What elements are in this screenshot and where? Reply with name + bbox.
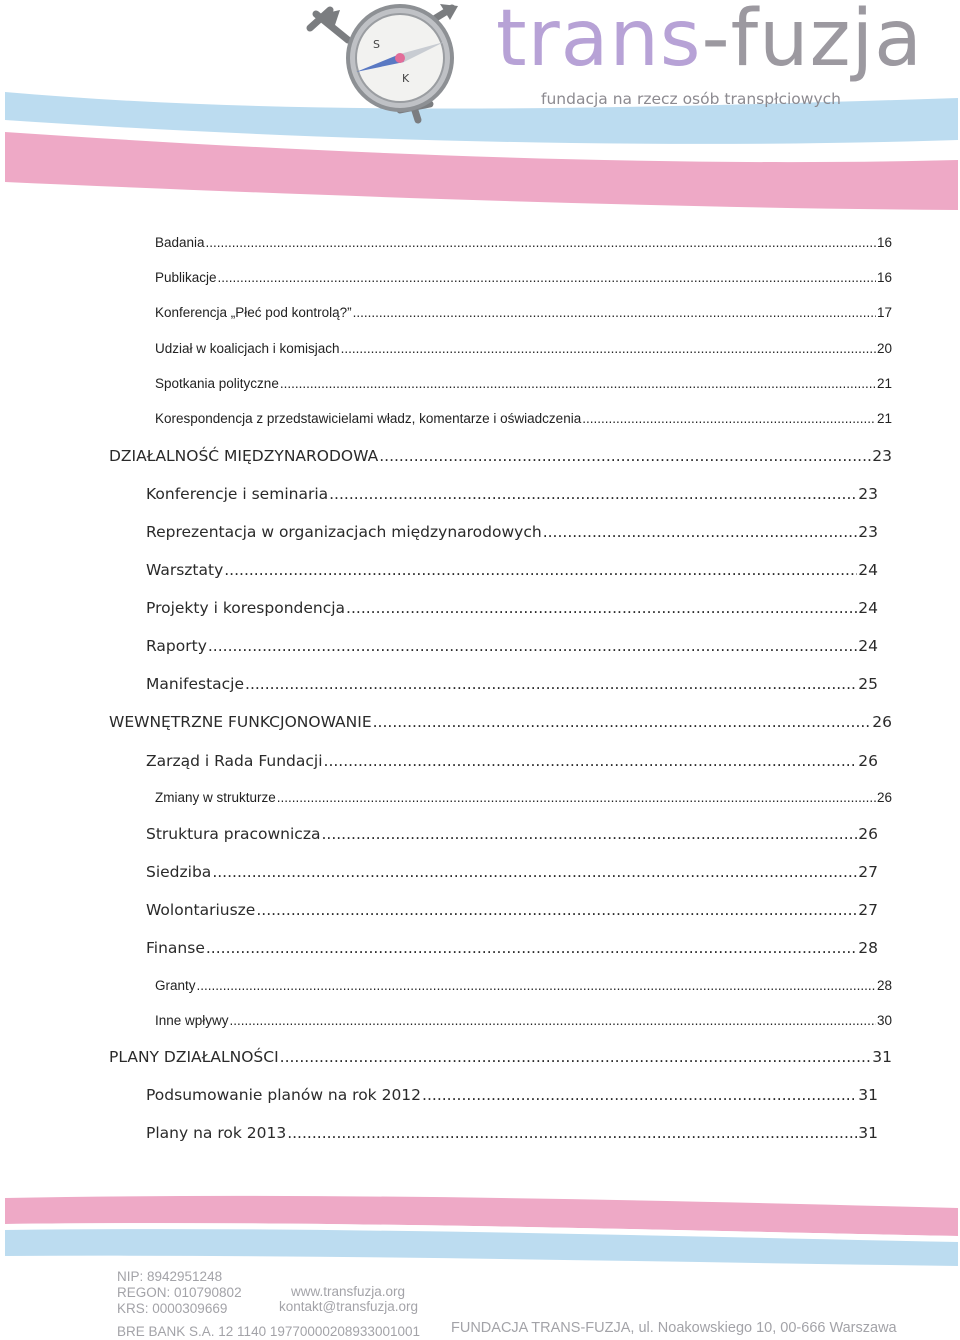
toc-entry[interactable] — [146, 901, 878, 919]
toc-entry-label: Projekty i korespondencja — [146, 599, 346, 617]
svg-text:S: S — [373, 38, 380, 51]
footer-email-link[interactable]: kontakt@transfuzja.org — [279, 1299, 419, 1314]
toc-entry-label: Zarząd i Rada Fundacji — [146, 752, 323, 770]
toc-entry-label: PLANY DZIAŁALNOŚCI — [109, 1048, 279, 1066]
toc-entry-page-number: 28 — [858, 939, 878, 957]
toc-entry[interactable] — [146, 939, 878, 957]
toc-entry-label: Konferencje i seminaria — [146, 485, 329, 503]
toc-leader-dots — [208, 637, 857, 655]
toc-leader-dots — [206, 235, 876, 250]
toc-leader-dots — [280, 376, 876, 391]
toc-entry-label: Zmiany w strukturze — [155, 790, 276, 805]
toc-leader-dots — [379, 447, 871, 465]
toc-entry-label: Siedziba — [146, 863, 212, 881]
toc-entry-page-number: 25 — [858, 675, 878, 693]
toc-entry[interactable] — [155, 305, 892, 320]
footer-krs: KRS: 0000309669 — [117, 1301, 228, 1316]
toc-entry[interactable] — [155, 235, 892, 250]
toc-leader-dots — [582, 411, 876, 426]
logo-wordmark — [496, 0, 923, 84]
toc-entry-label: Konferencja „Płeć pod kontrolą?” — [155, 305, 352, 320]
compass-logo-icon — [300, 0, 500, 130]
toc-entry[interactable] — [146, 863, 878, 881]
toc-leader-dots — [245, 675, 857, 693]
toc-entry-label: Publikacje — [155, 270, 217, 285]
page-footer — [0, 1190, 960, 1340]
toc-entry-page-number: 17 — [876, 305, 892, 320]
toc-entry[interactable] — [146, 675, 878, 693]
toc-entry-page-number: 28 — [876, 978, 892, 993]
toc-entry-label: Finanse — [146, 939, 205, 957]
toc-leader-dots — [197, 978, 876, 993]
footer-nip: NIP: 8942951248 — [117, 1269, 223, 1284]
footer-address: FUNDACJA TRANS-FUZJA, ul. Noakowskiego 10, 00-666 Warszawa — [451, 1320, 897, 1336]
toc-entry-page-number: 24 — [858, 561, 878, 579]
toc-entry[interactable] — [146, 561, 878, 579]
toc-entry[interactable] — [155, 790, 892, 805]
toc-entry[interactable] — [155, 1013, 892, 1028]
toc-entry[interactable] — [146, 1124, 878, 1142]
toc-entry-page-number: 30 — [876, 1013, 892, 1028]
toc-leader-dots — [277, 790, 876, 805]
footer-stripes — [0, 1190, 960, 1270]
toc-leader-dots — [346, 599, 857, 617]
toc-entry-label: Podsumowanie planów na rok 2012 — [146, 1086, 422, 1104]
toc-entry-label: Inne wpływy — [155, 1013, 229, 1028]
toc-entry-page-number: 27 — [858, 901, 878, 919]
toc-entry-label: Wolontariusze — [146, 901, 256, 919]
toc-entry[interactable] — [155, 376, 892, 391]
toc-entry[interactable] — [146, 485, 878, 503]
logo-wordmark-part2: -fuzja — [701, 0, 923, 84]
logo-wordmark-part1: trans — [496, 0, 702, 84]
toc-leader-dots — [373, 713, 872, 731]
toc-entry-label: DZIAŁALNOŚĆ MIĘDZYNARODOWA — [109, 447, 379, 465]
toc-entry-label: Reprezentacja w organizacjach międzynarodowych — [146, 523, 542, 541]
toc-entry[interactable] — [155, 978, 892, 993]
toc-entry[interactable] — [146, 825, 878, 843]
toc-entry-label: Manifestacje — [146, 675, 245, 693]
toc-entry-page-number: 31 — [872, 1048, 892, 1066]
toc-entry[interactable] — [155, 411, 892, 426]
page-header — [0, 0, 960, 215]
footer-bank-account: BRE BANK S.A. 12 1140 1977000020893300100​1 — [117, 1324, 420, 1339]
toc-entry-label: Plany na rok 2013 — [146, 1124, 287, 1142]
toc-entry-label: Spotkania polityczne — [155, 376, 279, 391]
toc-entry-page-number: 26 — [872, 713, 892, 731]
toc-entry-label: Raporty — [146, 637, 207, 655]
toc-leader-dots — [287, 1124, 857, 1142]
toc-leader-dots — [543, 523, 858, 541]
toc-leader-dots — [341, 341, 876, 356]
toc-leader-dots — [422, 1086, 857, 1104]
toc-entry-label: Granty — [155, 978, 196, 993]
toc-entry[interactable] — [146, 523, 878, 541]
toc-entry[interactable] — [146, 599, 878, 617]
toc-entry-page-number: 21 — [876, 376, 892, 391]
toc-entry[interactable] — [146, 752, 878, 770]
toc-entry-page-number: 16 — [876, 270, 892, 285]
toc-entry[interactable] — [146, 1086, 878, 1104]
toc-entry-page-number: 24 — [858, 637, 878, 655]
toc-entry[interactable] — [109, 713, 892, 731]
toc-entry-page-number: 21 — [876, 411, 892, 426]
toc-entry-page-number: 26 — [858, 825, 878, 843]
toc-leader-dots — [224, 561, 857, 579]
toc-entry-page-number: 24 — [858, 599, 878, 617]
toc-leader-dots — [353, 305, 876, 320]
footer-website-link[interactable]: www.transfuzja.org — [291, 1284, 406, 1299]
toc-leader-dots — [230, 1013, 876, 1028]
toc-entry-page-number: 16 — [876, 235, 892, 250]
toc-leader-dots — [324, 752, 858, 770]
logo-tagline: fundacja na rzecz osób transpłciowych — [541, 90, 841, 108]
toc-leader-dots — [206, 939, 857, 957]
toc-entry-page-number: 20 — [876, 341, 892, 356]
toc-entry-label: Udział w koalicjach i komisjach — [155, 341, 340, 356]
toc-leader-dots — [280, 1048, 872, 1066]
svg-text:K: K — [402, 72, 410, 85]
toc-leader-dots — [329, 485, 857, 503]
toc-entry-label: WEWNĘTRZNE FUNKCJONOWANIE — [109, 713, 372, 731]
toc-entry[interactable] — [155, 341, 892, 356]
toc-entry-page-number: 26 — [876, 790, 892, 805]
toc-entry-label: Korespondencja z przedstawicielami władz, komentarze i oświadczenia — [155, 411, 582, 426]
toc-entry-page-number: 27 — [858, 863, 878, 881]
toc-leader-dots — [218, 270, 876, 285]
toc-entry-page-number: 31 — [858, 1124, 878, 1142]
toc-entry-label: Warsztaty — [146, 561, 224, 579]
toc-leader-dots — [321, 825, 857, 843]
toc-entry-label: Struktura pracownicza — [146, 825, 321, 843]
toc-entry-page-number: 23 — [872, 447, 892, 465]
toc-entry[interactable] — [146, 637, 878, 655]
footer-regon: REGON: 010790802 — [117, 1285, 242, 1300]
toc-entry-page-number: 26 — [858, 752, 878, 770]
toc-entry-page-number: 23 — [858, 523, 878, 541]
toc-entry-page-number: 23 — [858, 485, 878, 503]
toc-entry-label: Badania — [155, 235, 205, 250]
toc-entry[interactable] — [109, 1048, 892, 1066]
toc-entry[interactable] — [109, 447, 892, 465]
toc-leader-dots — [256, 901, 857, 919]
toc-entry[interactable] — [155, 270, 892, 285]
toc-entry-page-number: 31 — [858, 1086, 878, 1104]
toc-leader-dots — [212, 863, 857, 881]
